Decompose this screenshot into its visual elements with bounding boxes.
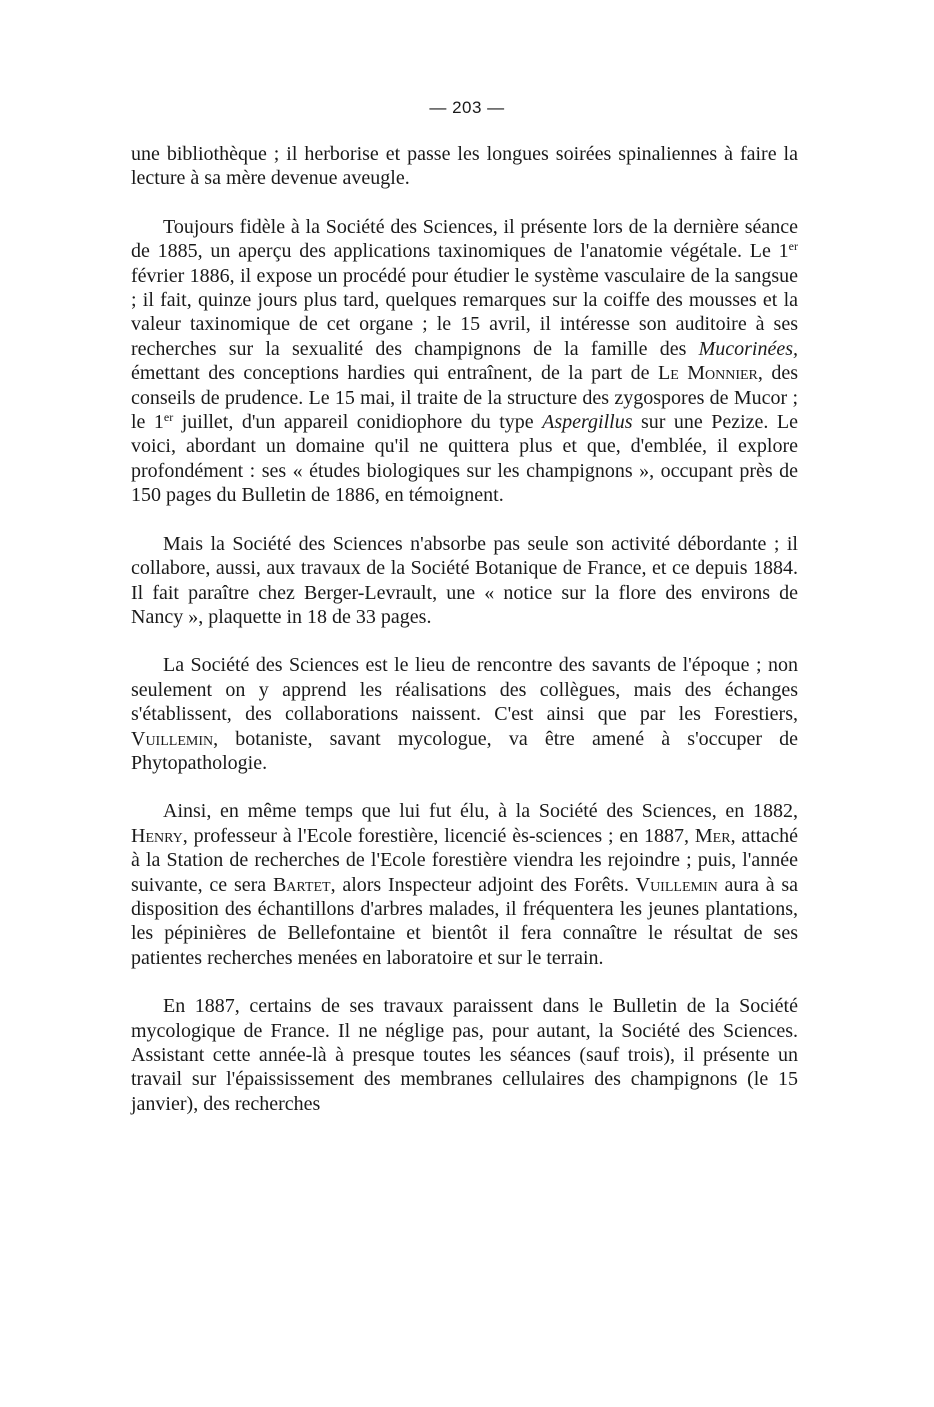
paragraph-gap (131, 191, 798, 215)
text-run: , alors Inspecteur adjoint des Forêts. (330, 873, 636, 896)
text-run: , botaniste, savant mycologue, va être amené à s'occuper de Phytopathologie. (131, 727, 798, 774)
italic-term: Mucorinées, (698, 337, 798, 360)
paragraph-3 (131, 532, 798, 630)
paragraph-1 (131, 142, 798, 191)
paragraph-6 (131, 994, 798, 1116)
paragraph-gap (131, 629, 798, 653)
person-name: Vuillemin (635, 873, 718, 896)
person-name: Mer (694, 824, 731, 847)
text-run: En 1887, certains de ses travaux paraissent dans le Bulletin de la Société mycologique de France. Il ne néglige pas, pour autant, la Société des Sciences. Assistant cette année-là à presque toutes les séances (sauf trois), il présente un travail sur l'épaississement des membranes cellulaires des champignons (le 15 janvier), des recherches (131, 995, 798, 1115)
text-run: Ainsi, en même temps que lui fut élu, à la Société des Sciences, en 1882, (163, 800, 798, 823)
superscript: er (788, 239, 798, 254)
body-text (131, 142, 798, 1116)
page-number: — 203 — (429, 98, 505, 117)
text-run: février 1886, il expose un procédé pour étudier le système vasculaire de la sangsue ; il fait, quinze jours plus tard, quelques remarques sur la coiffe des mousses et la valeur taxinomique de cet organe ; le 15 avril, il intéresse son auditoire à ses recherches sur la sexualité des champignons de la famille des (131, 264, 798, 360)
text-run: Toujours fidèle à la Société des Sciences, il présente lors de la dernière séance de 1885, un aperçu des applications taxinomiques de l'anatomie végétale. Le 1 (131, 215, 798, 263)
text-run: une bibliothèque ; il herborise et passe les longues soirées spinaliennes à faire la lecture à sa mère devenue aveugle. (131, 143, 798, 190)
text-run: , professeur à l'Ecole forestière, licencié ès-sciences ; en 1887, (182, 824, 695, 847)
italic-term: Aspergillus (542, 411, 633, 434)
person-name: Le Monnier (658, 362, 758, 385)
text-run: La Société des Sciences est le lieu de rencontre des savants de l'époque ; non seulement on y apprend les réalisations des collègues, mais des échanges s'établissent, des collaborations naissent. C'est ainsi que par les Forestiers, (131, 654, 798, 726)
text-run: , attaché à la Station de recherches de l'Ecole forestière viendra les rejoindre ; puis, l'année suivante, ce sera (131, 824, 798, 896)
person-name: Henry (131, 824, 183, 847)
text-run: aura à sa disposition des échantillons d'arbres malades, il fréquentera les jeunes plantations, les pépinières de Bellefontaine et bientôt il fera connaître le résultat de ses patientes recherches menées en laboratoire et sur le terrain. (131, 873, 799, 969)
paragraph-2 (131, 215, 798, 508)
paragraph-gap (131, 508, 798, 532)
text-run: Mais la Société des Sciences n'absorbe pas seule son activité débordante ; il collabore, aussi, aux travaux de la Société Botanique de France, et ce depuis 1884. Il fait paraître chez Berger-Levrault, une « notice sur la flore des environs de Nancy », plaquette in 18 de 33 pages. (131, 532, 798, 628)
text-run: juillet, d'un appareil conidiophore du type (173, 411, 543, 434)
text-run: sur une Pezize. Le voici, abordant un domaine qu'il ne quittera plus et que, d'emblée, il explore profondément : ses « études biologiques sur les champignons », occupant près de 150 pages du Bulletin de 1886, en témoignent. (131, 411, 798, 507)
paragraph-5 (131, 799, 798, 970)
person-name: Bartet (272, 873, 331, 896)
text-run: , des conseils de prudence. Le 15 mai, il traite de la structure des zygospores de Mucor ; le 1 (131, 362, 798, 434)
paragraph-gap (131, 775, 798, 799)
paragraph-gap (131, 970, 798, 994)
paragraph-4 (131, 653, 798, 775)
text-run: émettant des conceptions hardies qui entraînent, de la part de (131, 362, 658, 385)
superscript: er (163, 410, 174, 425)
person-name: Vuillemin (131, 727, 214, 750)
